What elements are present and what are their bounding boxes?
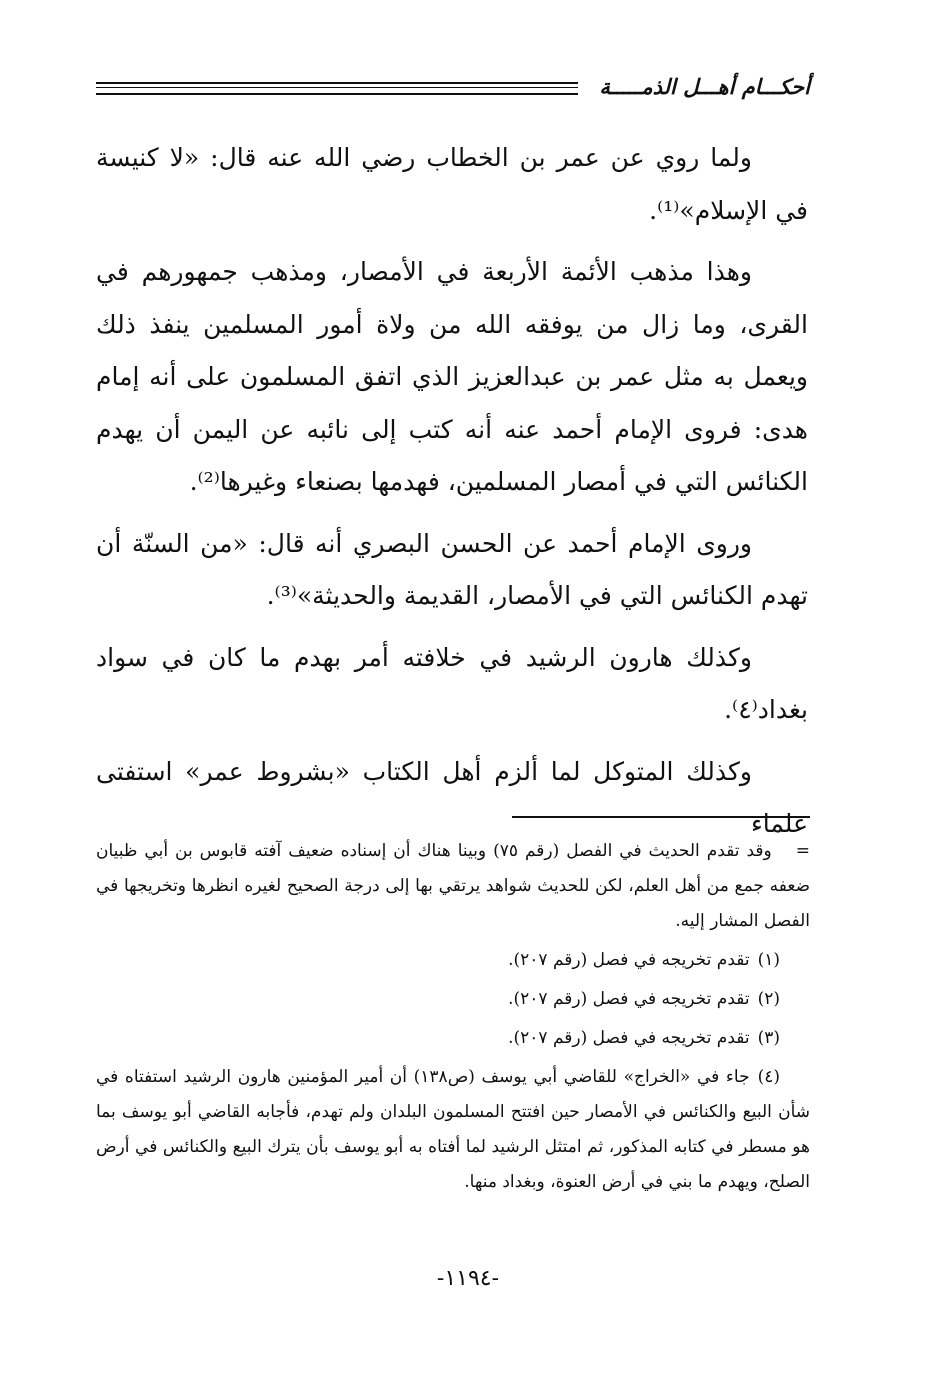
footnote-number: (٢) xyxy=(757,989,780,1009)
page-number: -١١٩٤- xyxy=(436,1266,500,1291)
footnote-continuation-text: وقد تقدم الحديث في الفصل (رقم ٧٥) وبينا هناك أن إسناده ضعيف آفته قابوس بن أبي ظبيان ضعفه جمع من أهل العلم، لكن للحديث شواهد يرتقي بها إلى درجة الصحيح لغيره انظرها وتخريجها في الفصل المشار إليه. xyxy=(96,841,810,931)
running-header xyxy=(96,70,810,106)
footnote-number: (٣) xyxy=(757,1028,780,1048)
footnote-text: تقدم تخريجه في فصل (رقم ٢٠٧). xyxy=(508,950,750,970)
paragraph-3: وروى الإمام أحمد عن الحسن البصري أنه قال: «من السنّة أن تهدم الكنائس التي في الأمصار، القديمة والحديثة»⁽³⁾. xyxy=(96,528,808,610)
footnote-divider xyxy=(512,816,810,818)
paragraph-5: وكذلك المتوكل لما ألزم أهل الكتاب «بشروط عمر» استفتى علماء xyxy=(96,756,808,838)
footnote-3 xyxy=(96,1021,810,1056)
footnotes xyxy=(96,834,810,1204)
footnote-1 xyxy=(96,943,810,978)
continuation-marker: = xyxy=(795,841,810,861)
header-title: أحكـــام أهـــل الذمـــــة xyxy=(599,74,810,99)
footnote-2 xyxy=(96,982,810,1017)
paragraph-1: ولما روي عن عمر بن الخطاب رضي الله عنه قال: «لا كنيسة في الإسلام»⁽¹⁾. xyxy=(96,143,808,225)
footnote-text: جاء في «الخراج» للقاضي أبي يوسف (ص١٣٨) أن أمير المؤمنين هارون الرشيد استفتاه في شأن البيع والكنائس في الأمصار حين افتتح المسلمون البلدان ولم تهدم، فأجابه القاضي أبو يوسف بما هو مسطر في كتابه المذكور، ثم امتثل الرشيد لما أفتاه به أبو يوسف بأن يترك البيع والكنائس في أرض الصلح، ويهدم ما بني في أرض العنوة، وبغداد منها. xyxy=(96,1067,810,1192)
footnote-text: تقدم تخريجه في فصل (رقم ٢٠٧). xyxy=(508,1028,750,1048)
paragraph-2: وهذا مذهب الأئمة الأربعة في الأمصار، ومذهب جمهورهم في القرى، وما زال من يوفقه الله من ولاة أمور المسلمين ينفذ ذلك ويعمل به مثل عمر بن عبدالعزيز الذي اتفق المسلمون على أنه إمام هدى: فروى الإمام أحمد عنه أنه كتب إلى نائبه عن اليمن أن يهدم الكنائس التي في أمصار المسلمين، فهدمها بصنعاء وغيرها⁽²⁾. xyxy=(96,257,808,496)
footnote-number: (١) xyxy=(757,950,780,970)
paragraph-4: وكذلك هارون الرشيد في خلافته أمر بهدم ما كان في سواد بغداد⁽٤⁾. xyxy=(96,642,808,724)
footnote-4 xyxy=(96,1060,810,1200)
footnote-number: (٤) xyxy=(757,1067,780,1087)
footnote-continuation xyxy=(96,834,810,939)
header-double-rule xyxy=(96,82,578,95)
footnote-text: تقدم تخريجه في فصل (رقم ٢٠٧). xyxy=(508,989,750,1009)
main-text xyxy=(96,132,808,860)
